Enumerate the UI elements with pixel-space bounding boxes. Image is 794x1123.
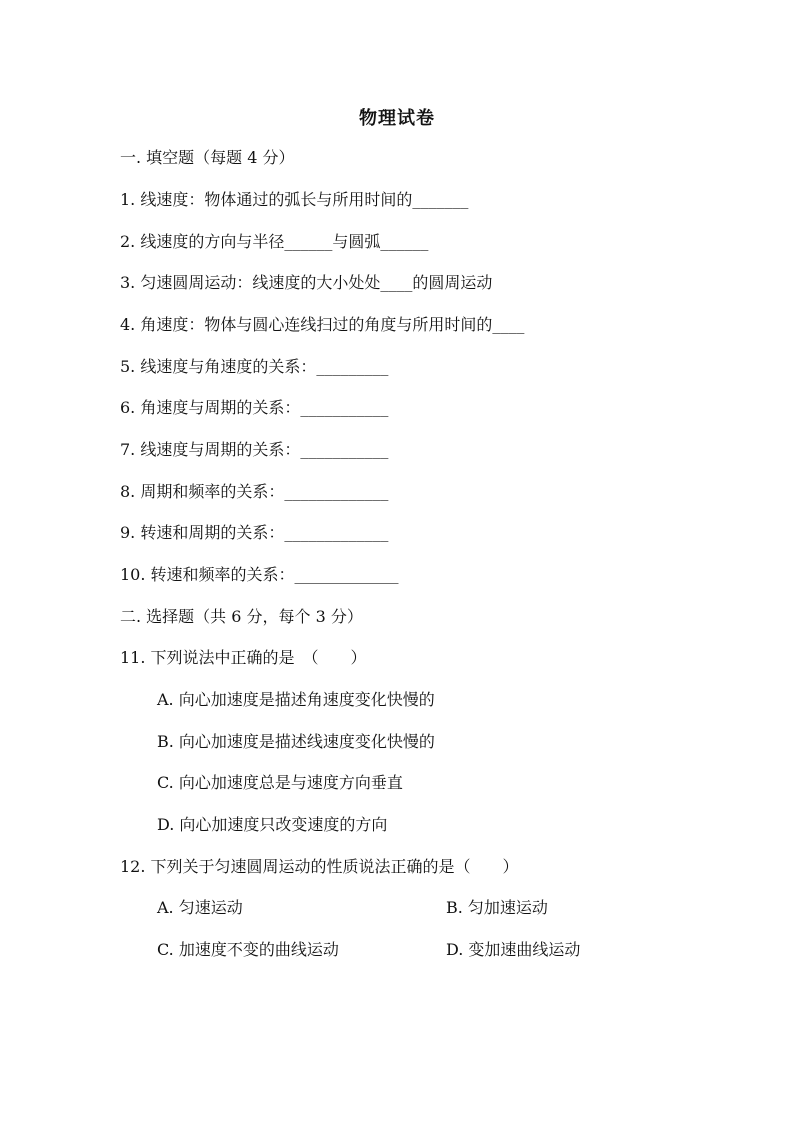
question-12-option-a: A. 匀速运动 xyxy=(157,898,243,917)
question-6: 6. 角速度与周期的关系：___________ xyxy=(120,398,389,417)
question-9: 9. 转速和周期的关系：_____________ xyxy=(120,523,389,542)
question-12-option-c: C. 加速度不变的曲线运动 xyxy=(157,940,339,959)
question-3: 3. 匀速圆周运动：线速度的大小处处____的圆周运动 xyxy=(120,273,493,292)
question-5: 5. 线速度与角速度的关系：_________ xyxy=(120,357,389,376)
question-7: 7. 线速度与周期的关系：___________ xyxy=(120,440,389,459)
question-11-option-a: A. 向心加速度是描述角速度变化快慢的 xyxy=(157,690,435,709)
section-heading-multiple-choice: 二. 选择题（共 6 分，每个 3 分） xyxy=(120,607,363,626)
question-1: 1. 线速度：物体通过的弧长与所用时间的_______ xyxy=(120,190,469,209)
question-11-option-d: D. 向心加速度只改变速度的方向 xyxy=(157,815,388,834)
question-10: 10. 转速和频率的关系：_____________ xyxy=(120,565,399,584)
question-11-stem: 11. 下列说法中正确的是 （ ） xyxy=(120,648,367,667)
question-2: 2. 线速度的方向与半径______与圆弧______ xyxy=(120,232,429,251)
question-8: 8. 周期和频率的关系：_____________ xyxy=(120,482,389,501)
page-title: 物理试卷 xyxy=(359,108,435,129)
section-heading-fill-in: 一. 填空题（每题 4 分） xyxy=(120,148,295,167)
question-12-stem: 12. 下列关于匀速圆周运动的性质说法正确的是（ ） xyxy=(120,857,519,876)
question-11-option-c: C. 向心加速度总是与速度方向垂直 xyxy=(157,773,403,792)
question-11-option-b: B. 向心加速度是描述线速度变化快慢的 xyxy=(157,732,435,751)
question-4: 4. 角速度：物体与圆心连线扫过的角度与所用时间的____ xyxy=(120,315,525,334)
question-12-option-b: B. 匀加速运动 xyxy=(446,898,548,917)
question-12-option-d: D. 变加速曲线运动 xyxy=(446,940,581,959)
